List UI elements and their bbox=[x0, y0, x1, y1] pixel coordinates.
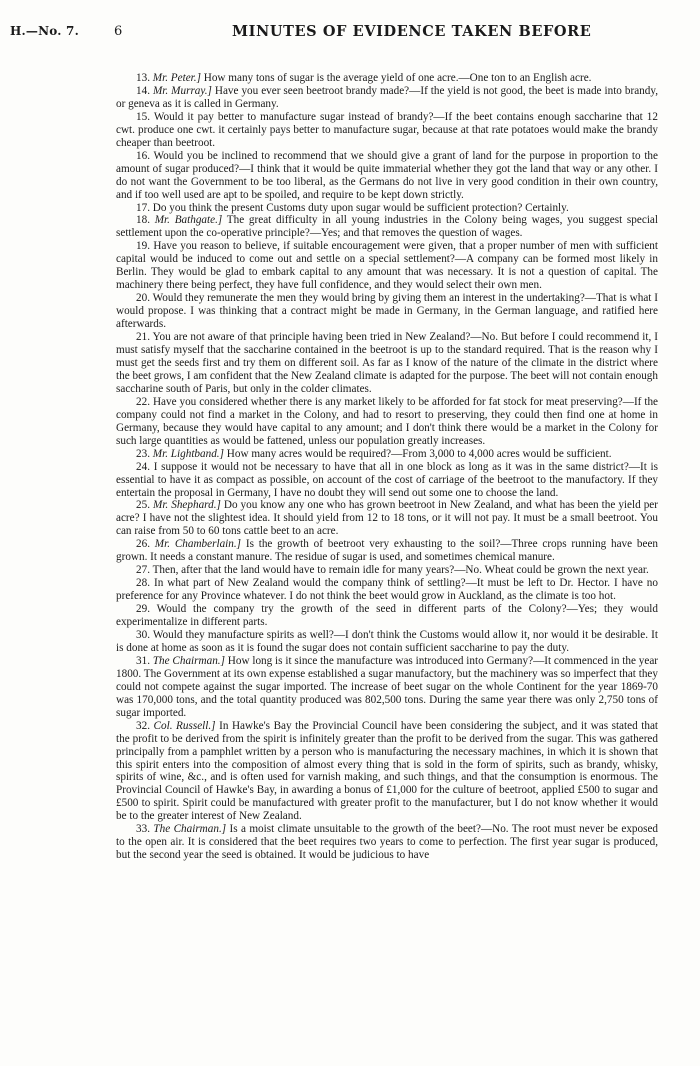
evidence-paragraph bbox=[116, 577, 658, 603]
question-number: 21. bbox=[136, 331, 150, 344]
speaker-name: Mr. Bathgate.] bbox=[154, 214, 223, 227]
question-number: 33. bbox=[136, 823, 150, 836]
question-number: 20. bbox=[136, 292, 150, 305]
evidence-paragraph bbox=[116, 461, 658, 500]
speaker-name: Mr. Peter.] bbox=[152, 72, 201, 84]
evidence-body bbox=[116, 72, 658, 862]
speaker-name: Mr. Murray.] bbox=[152, 84, 212, 97]
question-number: 23. bbox=[136, 447, 150, 460]
paper-reference: H.—No. 7. bbox=[10, 24, 79, 38]
evidence-paragraph bbox=[116, 720, 658, 824]
evidence-paragraph bbox=[116, 85, 658, 111]
question-answer-text: Would they remunerate the men they would bring by giving them an interest in the undertaking?—That is what I would propose. I was thinking that a contract might be made in Germany, in the German language, and ratified here afterwards. bbox=[116, 292, 658, 331]
question-number: 15. bbox=[136, 110, 150, 123]
question-answer-text: In Hawke's Bay the Provincial Council have been considering the subject, and it was stated that the profit to be derived from the spirit is infinitely greater than the profit to be derived from the sugar. This was gathered principally from a pamphlet written by a person who is manufacturing the necessary machines, in which it is shown that this spirit enters into the composition of almost every thing that is sold in the form of spirits, such as brandy, whisky, spirits of wine, &c., and is often used for varnish making, and such things, and that the consumption is enormous. The Provincial Council of Hawke's Bay, in awarding a bonus of £1,000 for the culture of beetroot, applied £500 to sugar and £500 to spirit. Spirit could be manufactured with greater profit to the manufacturer, but I do not know whether it would be to the greater interest of New Zealand. bbox=[116, 719, 659, 823]
question-answer-text: The great difficulty in all young industries in the Colony being wages, you suggest special settlement upon the co-operative principle?—Yes; and that removes the question of wages. bbox=[116, 214, 658, 240]
question-number: 25. bbox=[136, 499, 150, 512]
page-number: 6 bbox=[114, 24, 123, 39]
question-answer-text: Have you ever seen beetroot brandy made?—If the yield is not good, the beet is made into brandy, or geneva as it is called in Germany. bbox=[116, 84, 659, 110]
question-answer-text: You are not aware of that principle having been tried in New Zealand?—No. But before I could recommend it, I must satisfy myself that the saccharine contained in the beetroot is up to the standard required. That is the reason why I must get the seeds first and try them on different soil. As far as I know of the nature of the climate in the district where the beet grows, I am confident that the New Zealand climate is adapted for the purpose. The beet will not contain enough saccharine south of Paris, but only in the colder climates. bbox=[116, 331, 658, 395]
question-number: 27. bbox=[136, 564, 150, 577]
evidence-paragraph bbox=[116, 240, 658, 292]
question-answer-text: In what part of New Zealand would the company think of settling?—It must be left to Dr. Hector. I have no preference for any Province whatever. I do not think the beet would grow in Auckland, as the climate is too hot. bbox=[116, 577, 658, 603]
question-answer-text: Would you be inclined to recommend that we should give a grant of land for the purpose in proportion to the amount of sugar produced?—I think that it would be quite immaterial whether they got the land that way or any other. I do not want the Government to be too liberal, as the Germans do not live in very good condition in their own country, and if too well used are apt to be spoiled, and require to be kept down strictly. bbox=[116, 149, 658, 201]
evidence-paragraph bbox=[116, 538, 658, 564]
evidence-paragraph bbox=[116, 448, 658, 461]
evidence-paragraph bbox=[116, 564, 658, 577]
running-title: MINUTES OF EVIDENCE TAKEN BEFORE bbox=[232, 23, 592, 40]
evidence-paragraph bbox=[116, 499, 658, 538]
question-answer-text: Have you reason to believe, if suitable encouragement were given, that a proper number of men with sufficient capital would be induced to come out and settle on a special settlement?—A company can be formed most likely in Berlin. They would be glad to embark capital to any amount that was necessary. It is not a question of capital. The machinery there being perfect, they have full confidence, and they would select their own men. bbox=[116, 240, 659, 292]
page-header bbox=[6, 24, 688, 44]
question-answer-text: How many tons of sugar is the average yield of one acre.—One ton to an English acre. bbox=[203, 72, 592, 84]
question-number: 32. bbox=[136, 719, 150, 732]
evidence-paragraph bbox=[116, 214, 658, 240]
question-number: 18. bbox=[136, 214, 150, 227]
question-number: 16. bbox=[136, 149, 150, 162]
evidence-paragraph bbox=[116, 111, 658, 150]
question-number: 26. bbox=[136, 538, 150, 551]
evidence-paragraph bbox=[116, 72, 658, 85]
question-number: 31. bbox=[136, 654, 150, 667]
question-answer-text: How long is it since the manufacture was introduced into Germany?—It commenced in the year 1800. The Government at its own expense established a sugar manufactory, but the machinery was so imperfect that they could not compete against the sugar imported. The increase of beet sugar on the whole Continent for the year 1869-70 was 170,000 tons, and the total quantity produced was 802,500 tons. During the same year there was only 2,750 tons of sugar imported. bbox=[116, 654, 659, 719]
evidence-paragraph bbox=[116, 823, 658, 862]
question-number: 19. bbox=[136, 240, 150, 253]
evidence-paragraph bbox=[116, 292, 658, 331]
evidence-paragraph bbox=[116, 150, 658, 202]
question-answer-text: I suppose it would not be necessary to have that all in one block as long as it was in the same district?—It is essential to have it as compact as possible, on account of the cost of carriage of the beetroot to the manufactory. If they entertain the proposal in Germany, I have no doubt they will send out some one to choose the land. bbox=[116, 460, 658, 499]
question-number: 14. bbox=[136, 84, 150, 97]
question-answer-text: Would it pay better to manufacture sugar instead of brandy?—If the beet contains enough saccharine that 12 cwt. produce one cwt. it certainly pays better to manufacture sugar, because at that rate potatoes would make the brandy cheaper than beetroot. bbox=[116, 110, 658, 149]
question-answer-text: Then, after that the land would have to remain idle for many years?—No. Wheat could be grown the next year. bbox=[152, 564, 649, 577]
question-number: 28. bbox=[136, 577, 150, 590]
question-answer-text: Is the growth of beetroot very exhausting to the soil?—Three crops running have been grown. It needs a constant manure. The residue of sugar is used, and sometimes chemical manure. bbox=[116, 538, 659, 564]
question-answer-text: Is a moist climate unsuitable to the growth of the beet?—No. The root must never be exposed to the open air. It is considered that the beet requires two years to come to perfection. The first year sugar is produced, but the second year the seed is obtained. It would be judicious to have bbox=[116, 823, 659, 862]
evidence-paragraph bbox=[116, 202, 658, 215]
speaker-name: Mr. Lightband.] bbox=[152, 447, 224, 460]
evidence-paragraph bbox=[116, 396, 658, 448]
speaker-name: The Chairman.] bbox=[152, 654, 225, 667]
question-number: 13. bbox=[136, 72, 150, 84]
question-answer-text: Do you know any one who has grown beetroot in New Zealand, and what has been the yield per acre? I have not the slightest idea. It should yield from 12 to 18 tons, or it will not pay. It must be a small beetroot. You can raise from 50 to 60 tons cattle beet to an acre. bbox=[116, 499, 658, 538]
question-answer-text: Would the company try the growth of the seed in different parts of the Colony?—Yes; they would experimentalize in different parts. bbox=[116, 603, 658, 629]
speaker-name: Mr. Chamberlain.] bbox=[154, 538, 242, 551]
question-number: 29. bbox=[136, 603, 150, 616]
question-answer-text: Do you think the present Customs duty upon sugar would be sufficient protection? Certainly. bbox=[152, 201, 569, 214]
speaker-name: Mr. Shephard.] bbox=[153, 499, 221, 512]
question-number: 22. bbox=[136, 395, 150, 408]
speaker-name: Col. Russell.] bbox=[153, 719, 216, 732]
question-number: 17. bbox=[136, 201, 150, 214]
evidence-paragraph bbox=[116, 331, 658, 396]
evidence-paragraph bbox=[116, 655, 658, 720]
question-number: 30. bbox=[136, 628, 150, 641]
evidence-paragraph bbox=[116, 603, 658, 629]
question-answer-text: How many acres would be required?—From 3,000 to 4,000 acres would be sufficient. bbox=[226, 447, 612, 460]
speaker-name: The Chairman.] bbox=[153, 823, 227, 836]
question-number: 24. bbox=[136, 460, 150, 473]
question-answer-text: Have you considered whether there is any market likely to be afforded for fat stock for meat preserving?—If the company could not find a market in the Colony, and had to resort to preserving, they could then find one at home in Germany, because they would have capital to any amount; and I don't think there would be a market in the Colony for such large quantities as would be fattened, unless our population greatly increases. bbox=[116, 395, 659, 447]
question-answer-text: Would they manufacture spirits as well?—I don't think the Customs would allow it, nor would it be desirable. It is done at home as soon as it is found the sugar does not contain sufficient saccharine to pay the duty. bbox=[116, 628, 658, 654]
evidence-paragraph bbox=[116, 629, 658, 655]
